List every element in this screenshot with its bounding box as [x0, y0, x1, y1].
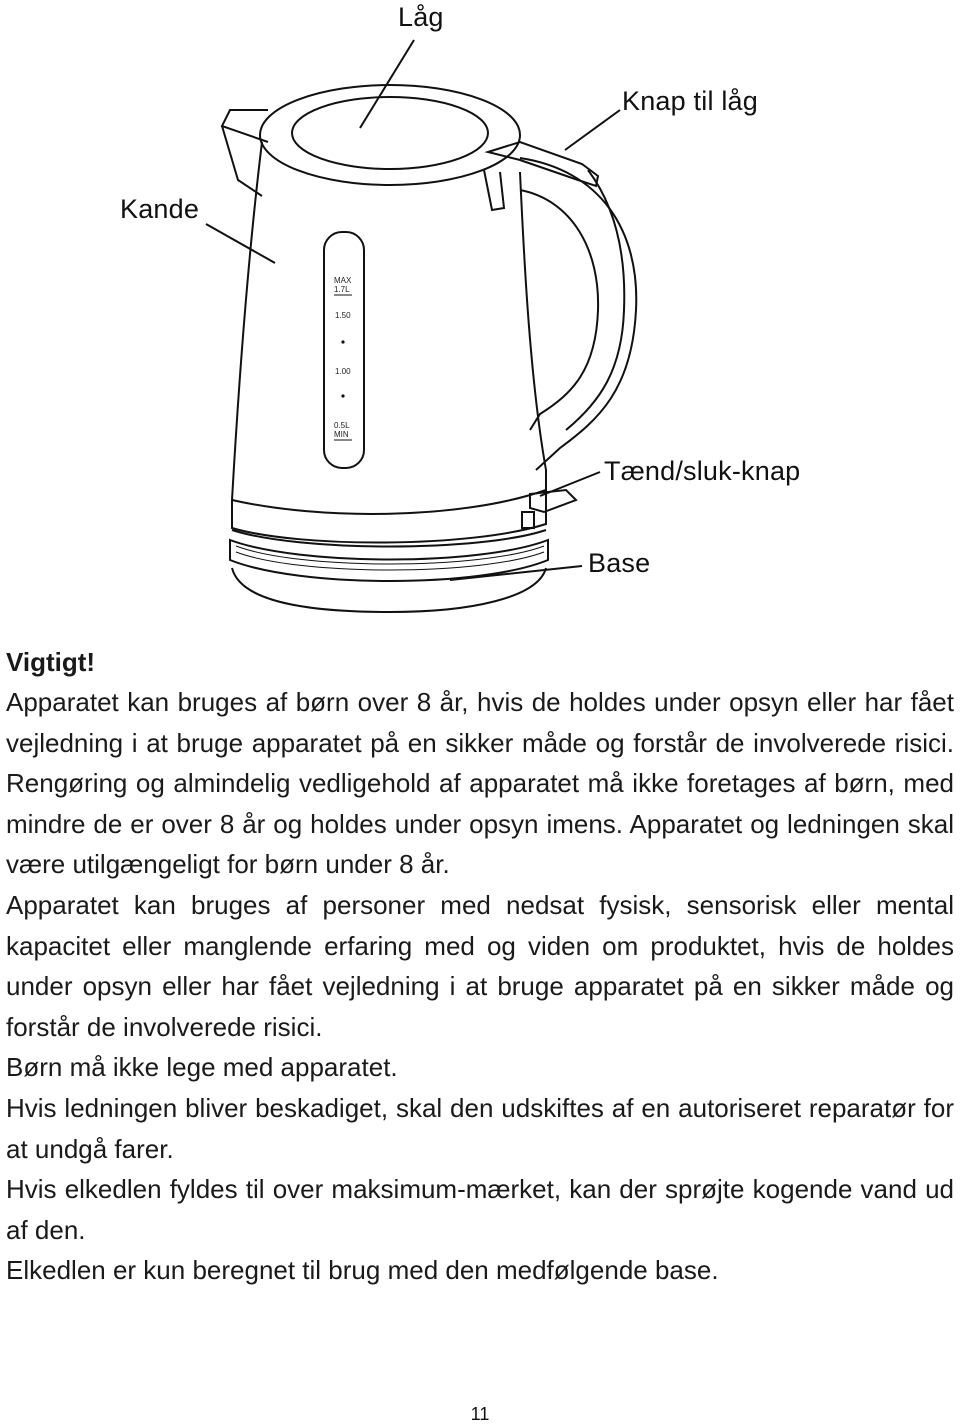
scale-max: MAX — [334, 276, 352, 285]
leader-line-lid-button — [565, 110, 620, 150]
scale-100: 1.00 — [335, 367, 351, 376]
scale-dot-2 — [341, 394, 344, 397]
paragraph-cord-damage: Hvis ledningen bliver beskadiget, skal den udskiftes af en autoriseret reparatør for at undgå farer. — [6, 1092, 954, 1164]
kettle-base-line-2 — [236, 552, 544, 570]
label-lid: Låg — [398, 2, 444, 32]
leader-line-lid — [360, 40, 414, 128]
kettle-hinge — [484, 170, 504, 210]
kettle-diagram — [0, 0, 960, 640]
paragraph-base-only: Elkedlen er kun beregnet til brug med den medfølgende base. — [6, 1255, 719, 1286]
page-number: 11 — [470, 1404, 490, 1424]
kettle-base-line-1 — [236, 546, 544, 564]
scale-min-volume: 0.5L — [334, 421, 350, 430]
kettle-body-bottom — [232, 490, 546, 514]
kettle-illustration — [0, 0, 960, 640]
kettle-handle-outer — [520, 158, 636, 470]
paragraph-no-play: Børn må ikke lege med apparatet. — [6, 1052, 398, 1083]
heading-important: Vigtigt! — [6, 647, 96, 677]
safety-text — [6, 642, 954, 1291]
paragraph-reduced-capacity: Apparatet kan bruges af personer med nedsat fysisk, sensorisk eller mental kapacitet eller manglende erfaring med og viden om produktet, hvis de holdes under opsyn eller har fået vejledning i at bruge apparatet på en sikker måde og forstår de involverede risici. — [6, 889, 954, 1042]
leader-line-jug — [206, 224, 275, 263]
kettle-body — [232, 142, 546, 543]
paragraph-overfill: Hvis elkedlen fyldes til over maksimum-mærket, kan der sprøjte kogende vand ud af den. — [6, 1174, 954, 1245]
power-switch — [530, 490, 576, 512]
power-switch-stem — [522, 512, 534, 528]
label-jug: Kande — [120, 194, 200, 224]
kettle-handle-inner — [520, 190, 598, 430]
kettle-base-top — [232, 530, 546, 547]
scale-dot-1 — [341, 340, 344, 343]
scale-max-volume: 1.7L — [334, 285, 350, 294]
label-lid-button: Knap til låg — [622, 86, 758, 116]
scale-150: 1.50 — [335, 311, 351, 320]
label-base: Base — [588, 548, 651, 578]
kettle-lid-inner — [292, 97, 488, 169]
paragraph-children: Apparatet kan bruges af børn over 8 år, hvis de holdes under opsyn eller har fået vejledning i at bruge apparatet på en sikker måde og forstår de involverede risici. Rengøring og almindelig vedligehold af apparatet må ikke foretages af børn, med mindre de er over 8 år og holdes under opsyn imens. Apparatet og ledningen skal være utilgængeligt for børn under 8 år. — [6, 687, 954, 880]
scale-min: MIN — [334, 430, 349, 439]
label-switch: Tænd/sluk-knap — [604, 456, 801, 486]
